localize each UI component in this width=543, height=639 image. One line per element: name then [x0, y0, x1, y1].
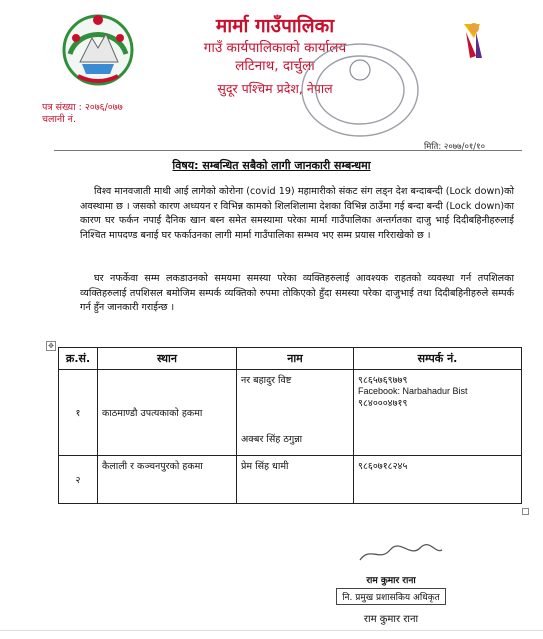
letter-date: मिति: २०७७/०१/१० — [424, 142, 485, 152]
subject-line: विषय: सम्बन्धित सबैको लागी जानकारी सम्बन्धमा — [172, 159, 371, 172]
letter-number: पत्र संख्या : २०७६/०७७ — [42, 102, 123, 113]
signature-stamp — [336, 573, 446, 605]
nepal-emblem-icon — [58, 8, 138, 88]
header-name: नाम — [237, 348, 354, 370]
contact-table — [58, 347, 522, 504]
body-paragraph-1: विश्व मानवजाती माथी आई लागेको कोरोना (covid 19) महामारीको संकट संग लड्न देश बन्दाबन्दी (Lock down)को अवस्थामा छ । जसको कारण अध्ययन र विभिन्न कामको शिलशिलामा देशका विभिन्न ठाउँमा गई बन्दा बन्दी (Lock down)का कारण घर फर्कन नपाई दैनिक खान बस्न समेत समस्यामा परेका मार्मा गाउँपालिका अन्तर्गतका दाजु भाई दिदीबहिनीहरुलाई निश्चित मापदण्ड बनाई घर फर्काउनका लागी मार्मा गाउँपालिका सम्भव भए सम्म प्रयास गरिराखेको छ । — [80, 186, 514, 241]
contact-name-3: प्रेम सिंह धामी — [237, 456, 354, 504]
contact-phone-1: ९८६५७६९७७९ — [358, 375, 408, 386]
designation: प्रमुख प्रशासकिय अधिकृत — [355, 593, 440, 603]
header-contact: सम्पर्क नं. — [354, 348, 522, 370]
header-divider — [54, 150, 522, 151]
row-place: कैलाली र कञ्चनपुरको हकमा — [98, 456, 237, 504]
org-title: मार्मा गाउँपालिका — [215, 15, 335, 37]
contact-name-1: नर बहादुर विष्ट — [241, 375, 292, 386]
province-name: सुदूर पश्चिम प्रदेश, नेपाल — [217, 81, 333, 96]
office-name: गाउँ कार्यपालिकाको कार्यालय — [203, 40, 347, 56]
title-prefix: नि. — [342, 593, 353, 603]
row-sn: १ — [59, 370, 98, 456]
signature-scribble — [350, 540, 450, 568]
visit-nepal-logo — [436, 18, 512, 84]
signed-designation — [336, 588, 446, 605]
table-row — [59, 456, 522, 504]
table-header-row — [59, 348, 522, 370]
header-place: स्थान — [98, 348, 237, 370]
office-address: लटिनाथ, दार्चुला — [235, 58, 315, 74]
body-paragraph-2: घर नफर्केवा सम्म लकडाउनको समयमा समस्या परेका व्यक्तिहरुलाई आवश्यक राहतको व्यवस्था गर्न तपशिलका व्यक्तिहरुलाई तपशिसल बमोजिम सम्पर्क व्यक्तिको रुपमा तोकिएको हुँदा समस्या परेका दाजुभाई तथा दिदीबहिनीहरुले सम्पर्क गर्न हुँन जानकारी गराईन्छ । — [80, 273, 514, 313]
row-place: काठमाण्डौ उपत्यकाको हकमा — [98, 370, 237, 456]
table-resize-handle-icon[interactable] — [522, 508, 529, 515]
dispatch-number: चलानी नं. — [42, 114, 76, 125]
office-stamp — [300, 40, 422, 140]
row-sn: २ — [59, 456, 98, 504]
contact-name-2: अक्बर सिंह ठगुन्ना — [241, 434, 303, 445]
contact-phone-2: ९८४०००४७१९ — [358, 398, 408, 409]
table-row — [59, 370, 522, 456]
signatory-name: राम कुमार राना — [363, 614, 419, 625]
table-move-handle-icon[interactable]: ✥ — [46, 341, 56, 351]
contact-phone-3: ९८६०७१८२४५ — [354, 456, 522, 504]
contact-facebook: Facebook: Narbahadur Bist — [358, 386, 468, 396]
row-contacts — [354, 370, 522, 456]
header-sn: क्र.सं. — [59, 348, 98, 370]
signed-name: राम कुमार राना — [366, 576, 416, 586]
row-names — [237, 370, 354, 456]
